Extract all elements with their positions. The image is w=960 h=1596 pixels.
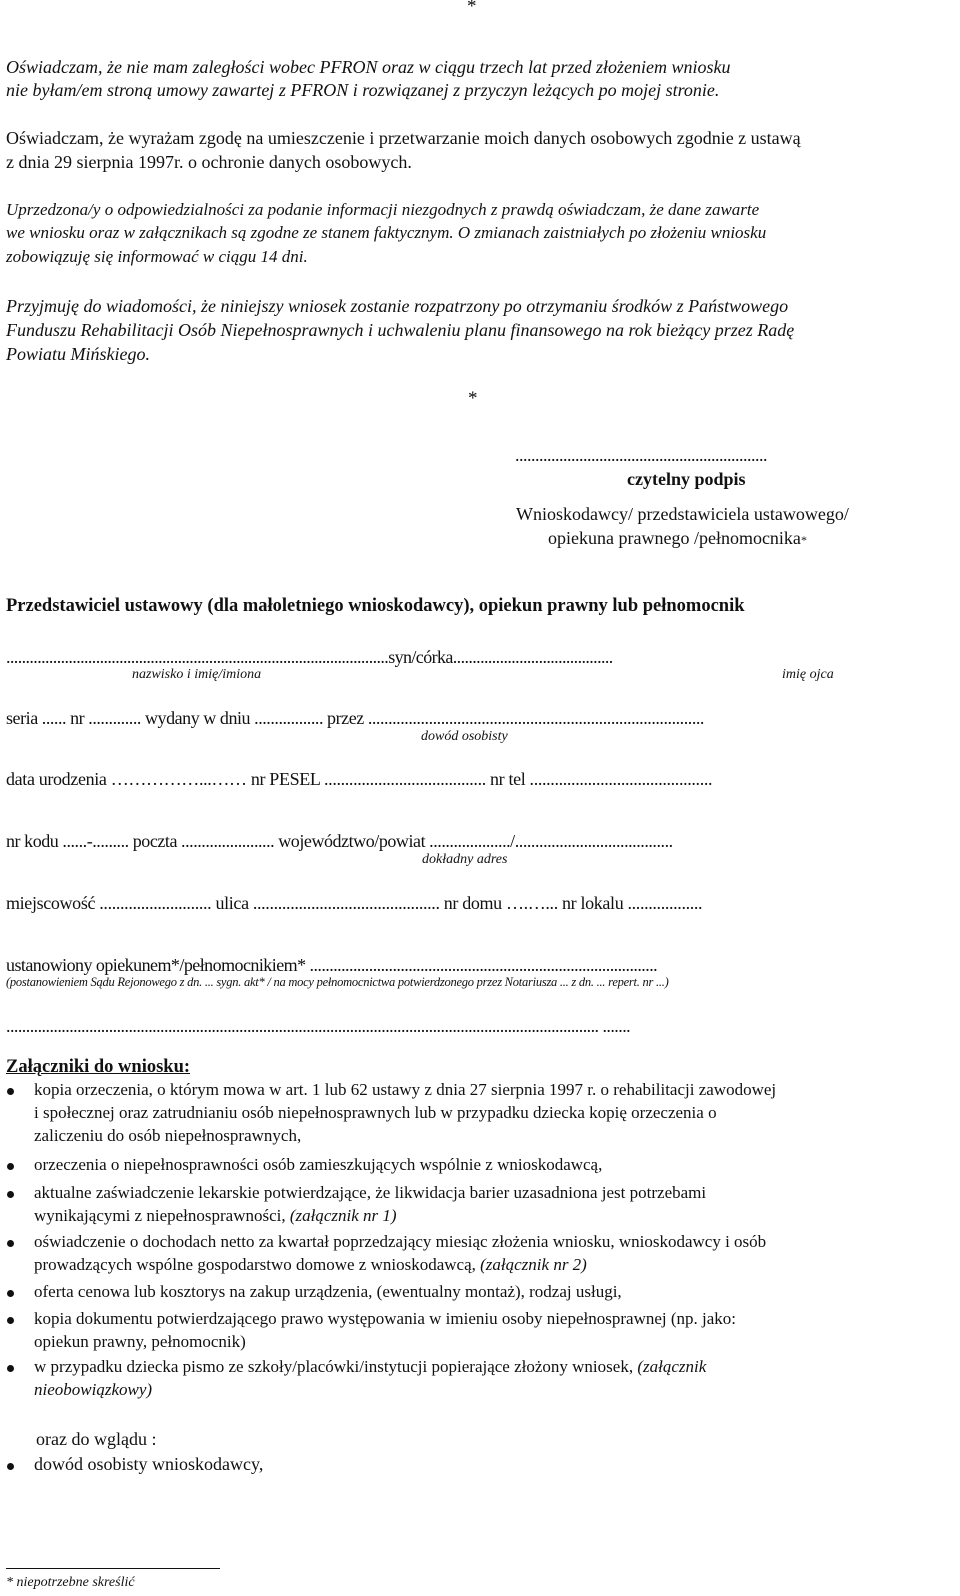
representative-street-row: miejscowość ........................... ulica ............................................. nr domu ….…... nr lokalu .................. <box>6 893 703 913</box>
inspection-item: dowód osobisty wnioskodawcy, <box>34 1454 264 1474</box>
statement-funding-line3: Powiatu Mińskiego. <box>6 344 150 364</box>
caption-father-name: imię ojca <box>782 667 834 682</box>
representative-birth-row: data urodzenia ……………...…… nr PESEL ....................................... nr tel ............................................ <box>6 769 713 789</box>
top-asterisk: * <box>467 0 477 17</box>
attachment-6-line1: kopia dokumentu potwierdzającego prawo występowania w imieniu osoby niepełnosprawnej (np. jako: <box>34 1309 737 1328</box>
footnote-rule <box>6 1568 220 1569</box>
attachment-1-line1: kopia orzeczenia, o którym mowa w art. 1 lub 62 ustawy z dnia 27 sierpnia 1997 r. o rehabilitacji zawodowej <box>34 1080 777 1099</box>
signature-role-star: * <box>800 533 807 547</box>
attachment-7-text: w przypadku dziecka pismo ze szkoły/placówki/instytucji popierające złożony wniosek, <box>34 1357 638 1376</box>
caption-full-address: dokładny adres <box>422 852 508 867</box>
signature-role-line2 <box>548 526 807 552</box>
attachment-3-text: wynikającymi z niepełnosprawności, <box>34 1206 290 1225</box>
representative-name-row: ..................................................................................................syn/córka......................................... <box>6 647 613 667</box>
statement-pfron-line2: nie byłam/em stroną umowy zawartej z PFRON i rozwiązanej z przyczyn leżących po mojej stronie. <box>6 80 720 100</box>
representative-heading: Przedstawiciel ustawowy (dla małoletniego wnioskodawcy), opiekun prawny lub pełnomocnik <box>6 596 745 616</box>
signature-dots: ............................................................... <box>515 445 767 465</box>
signature-label: czytelny podpis <box>627 469 746 489</box>
attachment-4-line2 <box>34 1253 587 1276</box>
attachment-1-line3: zaliczeniu do osób niepełnosprawnych, <box>34 1126 302 1145</box>
attachment-4-text: prowadzących wspólne gospodarstwo domowe z wnioskodawcą, <box>34 1255 481 1274</box>
inspection-label: oraz do wglądu : <box>36 1429 157 1449</box>
statement-pfron-line1: Oświadczam, że nie mam zaległości wobec PFRON oraz w ciągu trzech lat przed złożeniem wniosku <box>6 57 731 77</box>
attachment-4-tail: (załącznik nr 2) <box>480 1255 587 1274</box>
bullet-icon <box>7 1365 14 1372</box>
attachment-1-line2: i społecznej oraz zatrudnianiu osób niepełnosprawnych lub w przypadku dziecka kopię orzeczenia o <box>34 1103 717 1122</box>
representative-guardian-row: ustanowiony opiekunem*/pełnomocnikiem* ........................................................................................ <box>6 955 658 975</box>
statement-consent-line1: Oświadczam, że wyrażam zgodę na umieszczenie i przetwarzanie moich danych osobowych zgodnie z ustawą <box>6 128 801 148</box>
bullet-icon <box>7 1290 14 1297</box>
attachment-7-line1 <box>34 1355 706 1378</box>
statement-truth-line2: we wniosku oraz w załącznikach są zgodne ze stanem faktycznym. O zmianach zaistniałych po złożeniu wniosku <box>6 223 767 242</box>
caption-id-card: dowód osobisty <box>421 729 508 744</box>
attachment-7-line2: nieobowiązkowy) <box>34 1380 153 1399</box>
attachment-6-line2: opiekun prawny, pełnomocnik) <box>34 1332 246 1351</box>
caption-surname-names: nazwisko i imię/imiona <box>132 667 262 682</box>
representative-id-row: seria ...... nr ............. wydany w dniu ................. przez ................................................................................... <box>6 708 704 728</box>
statement-truth-line1: Uprzedzona/y o odpowiedzialności za podanie informacji niezgodnych z prawdą oświadczam, że dane zawarte <box>6 200 760 219</box>
bullet-icon <box>7 1191 14 1198</box>
attachment-3-line1: aktualne zaświadczenie lekarskie potwierdzające, że likwidacja barier uzasadniona jest potrzebami <box>34 1183 707 1202</box>
attachment-5-line1: oferta cenowa lub kosztorys na zakup urządzenia, (ewentualny montaż), rodzaj usługi, <box>34 1282 622 1301</box>
statement-funding-line2: Funduszu Rehabilitacji Osób Niepełnosprawnych i uchwaleniu planu finansowego na rok bieżący przez Radę <box>6 320 795 340</box>
statement-funding-line1: Przyjmuję do wiadomości, że niniejszy wniosek zostanie rozpatrzony po otrzymaniu środków z Państwowego <box>6 296 789 316</box>
attachment-7-tail: (załącznik <box>637 1357 707 1376</box>
statement-consent-line2: z dnia 29 sierpnia 1997r. o ochronie danych osobowych. <box>6 152 412 172</box>
attachment-2-line1: orzeczenia o niepełnosprawności osób zamieszkujących wspólnie z wnioskodawcą, <box>34 1155 603 1174</box>
representative-extra-row: ...................................................................................................................................................... ....... <box>6 1016 631 1036</box>
statement-truth-line3: zobowiązuję się informować w ciągu 14 dni. <box>6 247 308 266</box>
representative-address-row: nr kodu ......-......... poczta ....................... województwo/powiat ..................../....................................... <box>6 831 673 851</box>
signature-role-text: opiekuna prawnego /pełnomocnika <box>548 528 801 548</box>
footnote: * niepotrzebne skreślić <box>6 1575 135 1590</box>
guardian-note: (postanowieniem Sądu Rejonowego z dn. ... sygn. akt* / na mocy pełnomocnictwa potwierdzonego przez Notariusza ... z dn. ... repert. nr ...) <box>6 975 669 989</box>
attachment-4-line1: oświadczenie o dochodach netto za kwartał poprzedzający miesiąc złożenia wniosku, wnioskodawcy i osób <box>34 1232 767 1251</box>
bullet-icon <box>7 1317 14 1324</box>
bullet-icon <box>7 1088 14 1095</box>
attachments-heading: Załączniki do wniosku: <box>6 1057 191 1077</box>
signature-role-line1: Wnioskodawcy/ przedstawiciela ustawowego/ <box>516 504 849 524</box>
bullet-icon <box>7 1463 14 1470</box>
bullet-icon <box>7 1163 14 1170</box>
bullet-icon <box>7 1240 14 1247</box>
attachment-3-line2 <box>34 1204 397 1227</box>
attachment-3-tail: (załącznik nr 1) <box>289 1206 397 1225</box>
middle-asterisk: * <box>468 388 478 409</box>
